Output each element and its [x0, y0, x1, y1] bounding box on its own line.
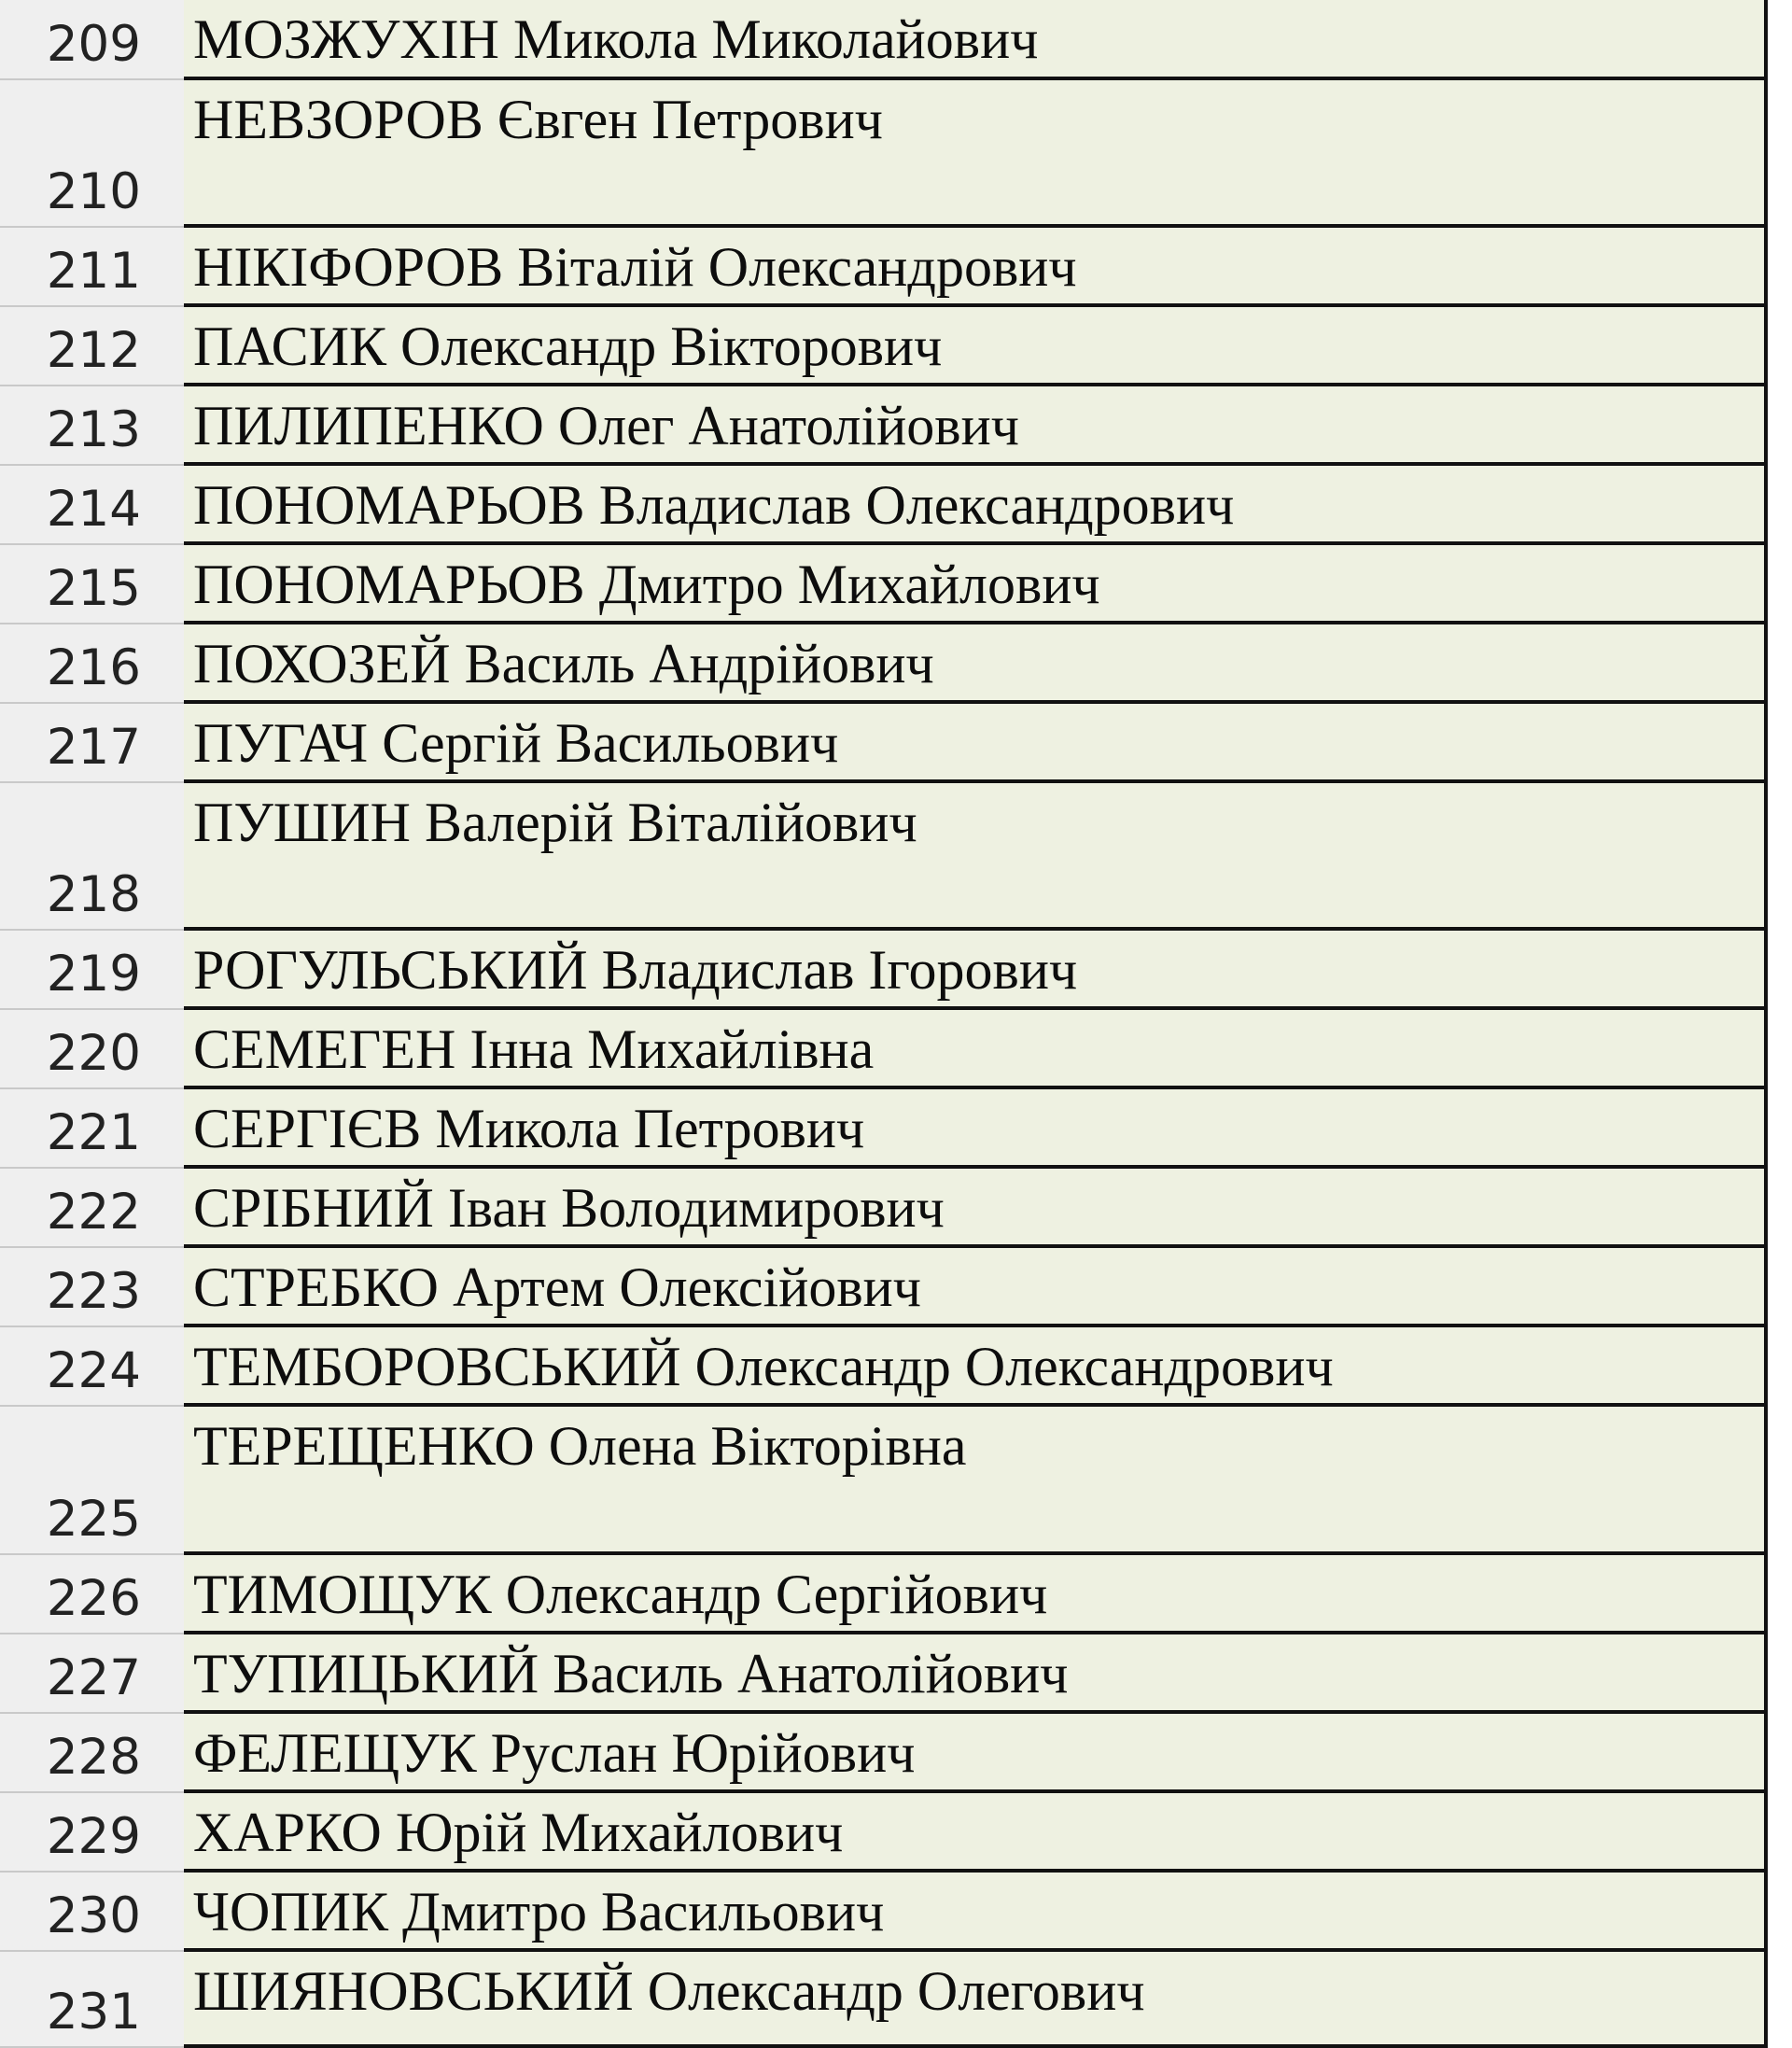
full-name — [193, 88, 883, 152]
surname-text: ПУГАЧ — [193, 712, 369, 774]
surname-text: СЕРГІЄВ — [193, 1098, 422, 1159]
given-names-text: Артем Олексійович — [453, 1256, 921, 1318]
adjacent-cell[interactable] — [1764, 386, 1792, 466]
full-name — [193, 938, 1077, 1003]
given-names-text: Валерій Віталійович — [425, 792, 917, 853]
table-row — [0, 1793, 1792, 1873]
adjacent-cell[interactable] — [1764, 466, 1792, 545]
surname-text: ПОНОМАРЬОВ — [193, 554, 585, 615]
table-row — [0, 624, 1792, 704]
surname-text: ПАСИК — [193, 316, 387, 377]
row-header[interactable]: 223 — [0, 1248, 184, 1327]
surname-text: СТРЕБКО — [193, 1256, 439, 1318]
full-name — [193, 1414, 967, 1479]
adjacent-cell[interactable] — [1764, 1327, 1792, 1407]
surname-text: ПОХОЗЕЙ — [193, 633, 451, 694]
adjacent-cell[interactable] — [1764, 1714, 1792, 1793]
row-header[interactable]: 214 — [0, 466, 184, 545]
given-names-text: Василь Анатолійович — [553, 1643, 1069, 1704]
surname-text: ТИМОЩУК — [193, 1564, 492, 1625]
row-header[interactable]: 227 — [0, 1634, 184, 1714]
name-cell[interactable] — [184, 307, 1764, 386]
name-cell[interactable] — [184, 704, 1764, 783]
table-row — [0, 1555, 1792, 1634]
surname-text: ПИЛИПЕНКО — [193, 395, 544, 456]
table-row — [0, 1327, 1792, 1407]
adjacent-cell[interactable] — [1764, 931, 1792, 1010]
full-name — [193, 1097, 864, 1161]
table-row — [0, 931, 1792, 1010]
surname-text: ФЕЛЕЩУК — [193, 1722, 477, 1784]
name-cell[interactable] — [184, 1407, 1764, 1555]
given-names-text: Олег Анатолійович — [557, 395, 1019, 456]
table-row — [0, 1169, 1792, 1248]
full-name — [193, 1563, 1047, 1627]
table-row — [0, 783, 1792, 931]
row-header[interactable]: 230 — [0, 1873, 184, 1952]
row-header[interactable]: 222 — [0, 1169, 184, 1248]
table-row — [0, 1248, 1792, 1327]
full-name — [193, 235, 1077, 300]
given-names-text: Владислав Ігорович — [601, 939, 1078, 1001]
full-name — [193, 1335, 1334, 1399]
given-names-text: Юрій Михайлович — [395, 1802, 844, 1863]
full-name — [193, 1880, 884, 1944]
given-names-text: Олександр Сергійович — [505, 1564, 1048, 1625]
row-header[interactable]: 209 — [0, 0, 184, 80]
table-row — [0, 0, 1792, 80]
row-header[interactable]: 221 — [0, 1089, 184, 1169]
table-row — [0, 307, 1792, 386]
name-cell[interactable] — [184, 545, 1764, 624]
full-name — [193, 1642, 1068, 1706]
table-row — [0, 545, 1792, 624]
adjacent-cell[interactable] — [1764, 783, 1792, 931]
full-name — [193, 1721, 915, 1786]
name-cell[interactable] — [184, 466, 1764, 545]
name-cell[interactable] — [184, 1714, 1764, 1793]
full-name — [193, 791, 917, 855]
name-cell[interactable] — [184, 1634, 1764, 1714]
adjacent-cell[interactable] — [1764, 545, 1792, 624]
given-names-text: Олександр Олегович — [647, 1960, 1145, 2022]
given-names-text: Дмитро Михайлович — [598, 554, 1100, 615]
name-cell[interactable] — [184, 80, 1764, 228]
adjacent-cell[interactable] — [1764, 1793, 1792, 1873]
name-cell[interactable] — [184, 1952, 1764, 2048]
adjacent-cell[interactable] — [1764, 1169, 1792, 1248]
adjacent-cell[interactable] — [1764, 1010, 1792, 1089]
table-row — [0, 228, 1792, 307]
name-cell[interactable] — [184, 0, 1764, 80]
given-names-text: Руслан Юрійович — [490, 1722, 916, 1784]
row-header[interactable]: 224 — [0, 1327, 184, 1407]
adjacent-cell[interactable] — [1764, 1952, 1792, 2048]
full-name — [193, 1255, 921, 1320]
adjacent-cell[interactable] — [1764, 80, 1792, 228]
given-names-text: Олександр Вікторович — [400, 316, 943, 377]
row-header[interactable]: 213 — [0, 386, 184, 466]
table-row — [0, 1089, 1792, 1169]
table-row — [0, 1714, 1792, 1793]
adjacent-cell[interactable] — [1764, 1634, 1792, 1714]
name-cell[interactable] — [184, 624, 1764, 704]
surname-text: СЕМЕГЕН — [193, 1018, 456, 1080]
row-header[interactable]: 226 — [0, 1555, 184, 1634]
table-row — [0, 466, 1792, 545]
row-header[interactable]: 218 — [0, 783, 184, 931]
given-names-text: Інна Михайлівна — [469, 1018, 875, 1080]
surname-text: ТУПИЦЬКИЙ — [193, 1643, 539, 1704]
table-row — [0, 1634, 1792, 1714]
row-header[interactable]: 228 — [0, 1714, 184, 1793]
full-name — [193, 394, 1019, 458]
adjacent-cell[interactable] — [1764, 704, 1792, 783]
full-name — [193, 7, 1038, 72]
given-names-text: Іван Володимирович — [447, 1177, 945, 1239]
given-names-text: Віталій Олександрович — [517, 236, 1077, 298]
name-cell[interactable] — [184, 228, 1764, 307]
given-names-text: Микола Миколайович — [512, 8, 1039, 70]
surname-text: СРІБНИЙ — [193, 1177, 434, 1239]
surname-text: РОГУЛЬСЬКИЙ — [193, 939, 588, 1001]
given-names-text: Сергій Васильович — [382, 712, 839, 774]
table-row — [0, 386, 1792, 466]
given-names-text: Євген Петрович — [497, 89, 883, 150]
full-name — [193, 473, 1234, 538]
surname-text: ХАРКО — [193, 1802, 382, 1863]
adjacent-cell[interactable] — [1764, 1407, 1792, 1555]
row-header[interactable]: 219 — [0, 931, 184, 1010]
surname-text: ПОНОМАРЬОВ — [193, 474, 585, 536]
surname-text: ТЕМБОРОВСЬКИЙ — [193, 1336, 681, 1397]
surname-text: ЧОПИК — [193, 1881, 389, 1943]
name-cell[interactable] — [184, 783, 1764, 931]
name-cell[interactable] — [184, 1327, 1764, 1407]
adjacent-cell[interactable] — [1764, 1089, 1792, 1169]
row-header[interactable]: 217 — [0, 704, 184, 783]
adjacent-cell[interactable] — [1764, 1873, 1792, 1952]
full-name — [193, 1959, 1145, 2024]
name-cell[interactable] — [184, 1010, 1764, 1089]
full-name — [193, 1017, 874, 1082]
given-names-text: Олена Вікторівна — [548, 1415, 967, 1477]
full-name — [193, 711, 838, 776]
name-cell[interactable] — [184, 1793, 1764, 1873]
row-header[interactable]: 215 — [0, 545, 184, 624]
name-cell[interactable] — [184, 1873, 1764, 1952]
full-name — [193, 1801, 843, 1865]
name-cell[interactable] — [184, 1169, 1764, 1248]
adjacent-cell[interactable] — [1764, 307, 1792, 386]
adjacent-cell[interactable] — [1764, 0, 1792, 80]
row-header[interactable]: 220 — [0, 1010, 184, 1089]
adjacent-cell[interactable] — [1764, 1248, 1792, 1327]
surname-text: НІКІФОРОВ — [193, 236, 504, 298]
surname-text: МОЗЖУХІН — [193, 8, 499, 70]
row-header[interactable]: 211 — [0, 228, 184, 307]
given-names-text: Владислав Олександрович — [598, 474, 1235, 536]
table-row — [0, 1407, 1792, 1555]
full-name — [193, 1176, 945, 1241]
adjacent-cell[interactable] — [1764, 228, 1792, 307]
adjacent-cell[interactable] — [1764, 624, 1792, 704]
surname-text: ПУШИН — [193, 792, 411, 853]
given-names-text: Олександр Олександрович — [694, 1336, 1334, 1397]
surname-text: ТЕРЕЩЕНКО — [193, 1415, 535, 1477]
name-cell[interactable] — [184, 931, 1764, 1010]
row-header[interactable]: 229 — [0, 1793, 184, 1873]
full-name — [193, 315, 942, 379]
table-row — [0, 1873, 1792, 1952]
adjacent-cell[interactable] — [1764, 1555, 1792, 1634]
table-row — [0, 1010, 1792, 1089]
name-cell[interactable] — [184, 1555, 1764, 1634]
table-row — [0, 1952, 1792, 2048]
table-row — [0, 80, 1792, 228]
surname-text: ШИЯНОВСЬКИЙ — [193, 1960, 634, 2022]
full-name — [193, 553, 1100, 617]
name-cell[interactable] — [184, 1248, 1764, 1327]
row-header[interactable]: 216 — [0, 624, 184, 704]
row-header[interactable]: 212 — [0, 307, 184, 386]
name-cell[interactable] — [184, 1089, 1764, 1169]
given-names-text: Микола Петрович — [435, 1098, 865, 1159]
row-header[interactable]: 225 — [0, 1407, 184, 1555]
name-cell[interactable] — [184, 386, 1764, 466]
given-names-text: Василь Андрійович — [464, 633, 934, 694]
row-header[interactable]: 231 — [0, 1952, 184, 2048]
table-row — [0, 704, 1792, 783]
given-names-text: Дмитро Васильович — [402, 1881, 885, 1943]
surname-text: НЕВЗОРОВ — [193, 89, 483, 150]
row-header[interactable]: 210 — [0, 80, 184, 228]
full-name — [193, 632, 934, 696]
